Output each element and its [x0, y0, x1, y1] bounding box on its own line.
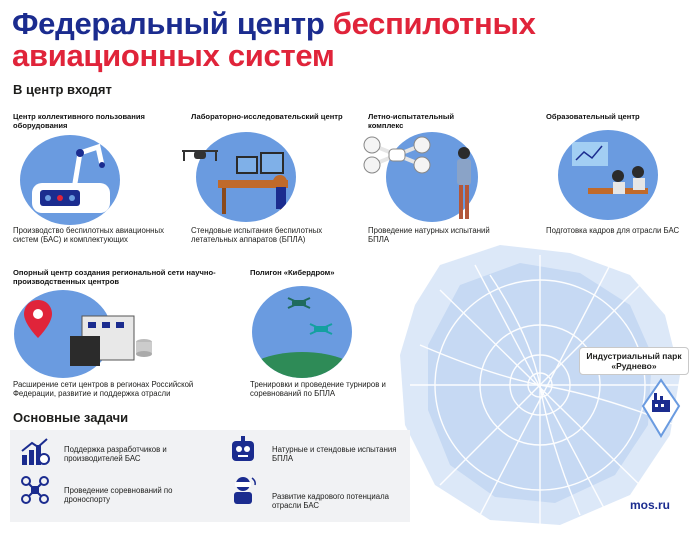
tasks-heading: Основные задачи [13, 410, 129, 425]
component-title-flight-test: Летно-испытательный комплекс [368, 112, 455, 130]
drone-race-icon [20, 475, 50, 505]
component-desc-regional-network: Расширение сети центров в регионах Российской Федерации, развитие и поддержка отрасли [13, 380, 194, 398]
robot-tester-icon [228, 435, 258, 465]
component-title-education: Образовательный центр [546, 112, 640, 121]
component-desc-research-lab: Стендовые испытания беспилотных летательных аппаратов (БПЛА) [191, 226, 323, 244]
factory-buildings-icon [22, 296, 162, 376]
robot-arm-illustration [20, 135, 120, 225]
classroom-illustration [558, 130, 658, 220]
growth-gear-icon [20, 437, 50, 467]
task-support-developers: Поддержка разработчиков и производителей БАС [64, 445, 167, 463]
component-desc-cyberdrome: Тренировки и проведение турниров и соревнований по БПЛА [250, 380, 386, 398]
cyberdrome-illustration [252, 286, 352, 378]
task-field-bench-tests: Натурные и стендовые испытания БПЛА [272, 445, 397, 463]
map-callout-rudnevo: Индустриальный парк «Руднево» [579, 347, 689, 375]
task-personnel-development: Развитие кадрового потенциала отрасли БАС [272, 492, 389, 510]
component-desc-shared-equipment: Производство беспилотных авиационных систем (БАС) и комплектующих [13, 226, 164, 244]
page-title [12, 8, 572, 72]
component-title-shared-equipment: Центр коллективного пользования оборудования [13, 112, 145, 130]
component-title-research-lab: Лабораторно-исследовательский центр [191, 112, 343, 121]
location-pin-icon [641, 378, 681, 438]
component-title-regional-network: Опорный центр создания региональной сети научно-производственных центров [13, 268, 216, 286]
task-drone-sport: Проведение соревнований по дроноспорту [64, 486, 173, 504]
drone-icon [178, 145, 222, 169]
vr-pilot-icon [228, 475, 258, 505]
brand-logo[interactable]: mos.ru [630, 498, 671, 512]
title-part-blue: Федеральный центр [12, 6, 333, 41]
pilot-person-icon [452, 145, 476, 221]
title-part-red: беспилотных [332, 6, 536, 41]
section-label: В центр входят [13, 82, 112, 97]
component-title-cyberdrome: Полигон «Кибердром» [250, 268, 335, 277]
title-line2: авиационных систем [12, 38, 335, 73]
component-desc-flight-test: Проведение натурных испытаний БПЛА [368, 226, 490, 244]
component-desc-education: Подготовка кадров для отрасли БАС [546, 226, 680, 235]
quadcopter-icon [362, 135, 432, 175]
